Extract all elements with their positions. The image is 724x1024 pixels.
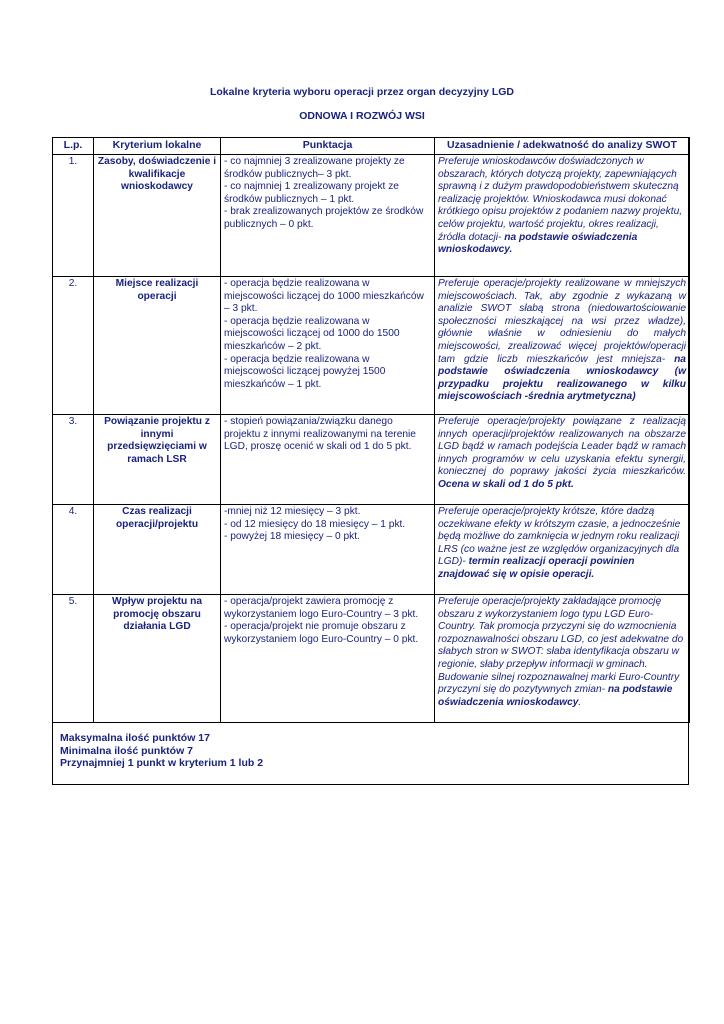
table-row (53, 505, 690, 595)
justification-cell (435, 415, 690, 505)
justification-text: Preferuje operacje/projekty realizowane w mniejszych miejscowościach. Tak, aby zgodnie z wykazaną w analizie SWOT słabą strona (niedowartościowanie społeczności mieszkającej na wsi przez władze), głównie właśnie w odniesieniu do małych miejscowości, zrealizować więcej projektów/operacji tam gdzie liczb mieszkańców jest mniejsza- (438, 278, 686, 365)
summary-max: Maksymalna ilość punktów 17 (60, 732, 210, 744)
scoring-line: - operacja/projekt nie promuje obszaru z wykorzystaniem logo Euro-Country – 0 pkt. (224, 621, 419, 645)
justification-bold: termin realizacji operacji powinien znajdować się w opisie operacji. (438, 556, 635, 580)
criterion-name: Zasoby, doświadczenie i kwalifikacje wnioskodawcy (94, 155, 221, 277)
document-subtitle: ODNOWA I ROZWÓJ WSI (299, 110, 425, 122)
scoring-cell (221, 415, 435, 505)
scoring-line: -mniej niż 12 miesięcy – 3 pkt. (224, 506, 361, 517)
row-number: 3. (53, 415, 94, 505)
table-header-row (53, 138, 690, 155)
justification-cell (435, 505, 690, 595)
row-number: 2. (53, 277, 94, 415)
scoring-line: - operacja będzie realizowana w miejscowości liczącej powyżej 1500 mieszkańców – 1 pkt. (224, 353, 386, 390)
justification-text: Preferuje operacje/projekty powiązane z realizacją innych operacji/projektów realizowanych na obszarze LGD bądź w ramach podejścia Leader bądź w ramach innych programów w celu uzyskania efektu synergii, koniecznej do poprawy jakości życia mieszkańców. (438, 416, 686, 478)
scoring-cell (221, 595, 435, 723)
header-lp: L.p. (53, 138, 94, 155)
scoring-line: - od 12 miesięcy do 18 miesięcy – 1 pkt. (224, 518, 406, 530)
criteria-table (52, 137, 690, 723)
header-punktacja: Punktacja (221, 138, 435, 155)
justification-bold: na podstawie oświadczenia wnioskodawcy. (438, 231, 638, 256)
scoring-line: - powyżej 18 miesięcy – 0 pkt. (224, 531, 360, 543)
criterion-name: Wpływ projektu na promocję obszaru działania LGD (94, 595, 221, 723)
header-uzasadnienie: Uzasadnienie / adekwatność do analizy SWOT (435, 138, 690, 155)
scoring-line: - co najmniej 1 zrealizowany projekt ze środków publicznych – 1 pkt. (224, 181, 399, 205)
justification-cell (435, 595, 690, 723)
table-row (53, 277, 690, 415)
summary-requirement: Przynajmniej 1 punkt w kryterium 1 lub 2 (60, 757, 264, 769)
summary-min: Minimalna ilość punktów 7 (60, 744, 194, 757)
criterion-name: Miejsce realizacji operacji (94, 277, 221, 415)
scoring-cell (221, 505, 435, 595)
scoring-line: - operacja będzie realizowana w miejscowości liczącej do 1000 mieszkańców – 3 pkt. (224, 278, 424, 315)
justification-text: Preferuje operacje/projekty zakładające promocję obszaru z wykorzystaniem logo typu LGD Euro-Country. Tak promocja przyczyni się do wzmocnienia rozpoznawalności obszaru LGD, co jest adekwatne do słabych stron w SWOT: słaba identyfikacja obszaru w regionie, słaby przepływ informacji w gminach. Budowanie silnej rozpoznawalnej marki Euro-Country przyczyni się do pozytywnych zmian- (438, 596, 684, 696)
justification-cell (435, 155, 690, 277)
justification-end: . (578, 696, 582, 708)
scoring-line: - operacja będzie realizowana w miejscowości liczącej od 1000 do 1500 mieszkańców – 2 pkt. (224, 315, 400, 352)
scoring-line: - stopień powiązania/związku danego projektu z innymi realizowanymi na terenie LGD, proszę ocenić w skali od 1 do 5 pkt. (224, 416, 416, 453)
justification-bold: Ocena w skali od 1 do 5 pkt. (438, 478, 574, 490)
points-summary (60, 732, 263, 770)
document-title: Lokalne kryteria wyboru operacji przez organ decyzyjny LGD (209, 86, 514, 98)
table-row (53, 415, 690, 505)
justification-bold: na podstawie oświadczenia wnioskodawcy (438, 684, 673, 708)
criterion-name: Czas realizacji operacji/projektu (94, 505, 221, 595)
criterion-name: Powiązanie projektu z innymi przedsięwzięciami w ramach LSR (94, 415, 221, 505)
scoring-line: - brak zrealizowanych projektów ze środków publicznych – 0 pkt. (224, 206, 424, 230)
scoring-line: - co najmniej 3 zrealizowane projekty ze środków publicznych– 3 pkt. (224, 156, 405, 180)
row-number: 4. (53, 505, 94, 595)
row-number: 1. (53, 155, 94, 277)
justification-bold: na podstawie oświadczenia wnioskodawcy (w przypadku projektu realizowanego w kilku miejscowościach -średnia arytmetyczna) (438, 353, 686, 403)
justification-text: Preferuje operacje/projekty krótsze, które dadzą oczekiwane efekty w krótszym czasie, a jednocześnie będą możliwe do zamknięcia w jednym roku realizacji LRS (co ważne jest ze względów organizacyjnych dla LGD)- (438, 506, 681, 568)
table-row (53, 155, 690, 277)
header-kryterium: Kryterium lokalne (94, 138, 221, 155)
scoring-line: - operacja/projekt zawiera promocję z wykorzystaniem logo Euro-Country – 3 pkt. (224, 596, 419, 620)
table-row (53, 595, 690, 723)
justification-cell (435, 277, 690, 415)
justification-text: Preferuje wnioskodawców doświadczonych w obszarach, których dotyczą projekty, zapewniających sprawną i z dużym prawdopodobieństwem skuteczną realizację projektów. Wnioskodawca musi dokonać krótkiego opisu projektów z podaniem nazwy projektu, celów projektu, wartość projektu, okres realizacji, źródła dotacji- (438, 156, 683, 243)
scoring-cell (221, 155, 435, 277)
row-number: 5. (53, 595, 94, 723)
scoring-cell (221, 277, 435, 415)
